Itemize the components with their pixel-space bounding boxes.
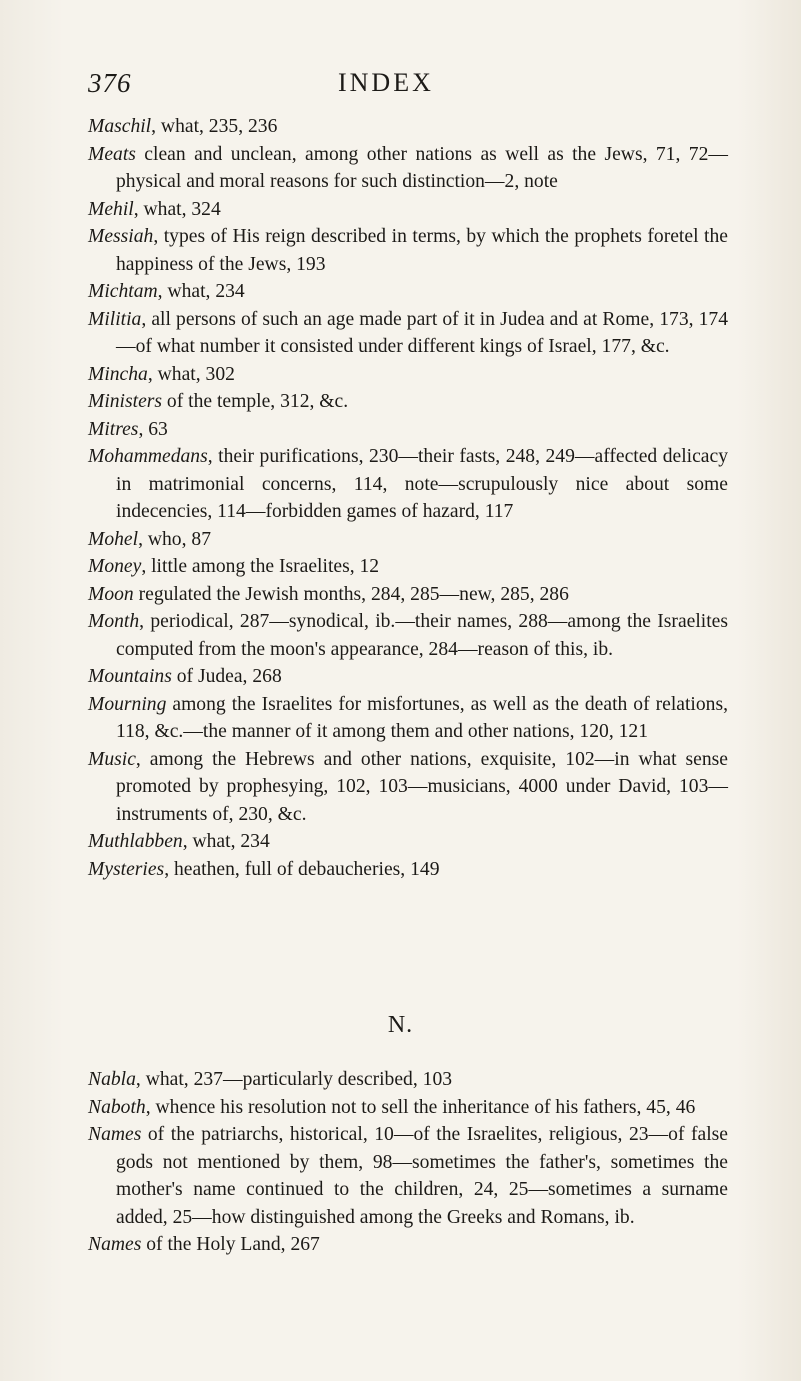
entry-head: Moon	[88, 583, 134, 605]
index-entry	[88, 856, 728, 884]
section-letter: N.	[387, 1012, 414, 1038]
index-entry	[88, 306, 728, 361]
index-entry	[88, 278, 728, 306]
index-entry	[88, 196, 728, 224]
index-entries-n	[88, 1066, 728, 1259]
index-entry	[88, 361, 728, 389]
running-head: INDEX	[338, 68, 434, 97]
entry-text: , types of His reign described in terms, by which the prophets foretel the happiness of the Jews, 193	[116, 226, 728, 275]
entry-head: Mohammedans	[88, 446, 208, 467]
entry-text: among the Israelites for misfortunes, as well as the death of relations, 118, &c.—the manner of it among them and other nations, 120, 121	[116, 693, 728, 742]
entry-text: , their purifications, 230—their fasts, 248, 249—affected delicacy in matrimonial concerns, 114, note—scrupulously nice about some indecencies, 114—forbidden games of hazard, 117	[116, 446, 728, 522]
index-entries-m	[88, 113, 728, 883]
entry-text: , 63	[138, 418, 168, 440]
entry-head: Mysteries	[88, 858, 165, 880]
index-entry	[88, 1121, 728, 1231]
page-number: 376	[88, 68, 132, 98]
entry-head: Naboth	[88, 1096, 146, 1118]
index-entry	[88, 1066, 728, 1094]
entry-head: Money	[88, 556, 142, 577]
index-entry	[88, 553, 728, 581]
index-entry	[88, 691, 728, 746]
entry-text: of Judea, 268	[171, 666, 282, 687]
index-entry	[88, 416, 728, 444]
page-header	[0, 68, 801, 102]
index-entry	[88, 746, 728, 829]
entry-text: , what, 235, 236	[151, 116, 278, 137]
index-entry	[88, 141, 728, 196]
entry-head: Mohel	[88, 528, 139, 550]
index-entry	[88, 223, 728, 278]
entry-text: , what, 302	[147, 363, 235, 385]
index-entry	[88, 388, 728, 416]
entry-text: regulated the Jewish months, 284, 285—new, 285, 286	[133, 583, 569, 605]
entry-head: Nabla	[88, 1069, 136, 1090]
entry-head: Names	[88, 1234, 142, 1255]
index-entry	[88, 526, 728, 554]
entry-head: Music	[88, 748, 136, 770]
index-entry	[88, 113, 728, 141]
entry-text: of the Holy Land, 267	[141, 1234, 320, 1255]
entry-text: , who, 87	[138, 528, 211, 550]
entry-head: Mitres	[88, 418, 139, 440]
entry-head: Mincha	[88, 363, 148, 385]
entry-head: Mourning	[88, 693, 167, 715]
entry-head: Month	[88, 611, 140, 632]
entry-text: , whence his resolution not to sell the inheritance of his fathers, 45, 46	[145, 1096, 696, 1118]
entry-head: Maschil	[88, 116, 152, 137]
entry-text: , all persons of such an age made part of it in Judea and at Rome, 173, 174—of what number it consisted under different kings of Israel, 177, &c.	[116, 308, 728, 357]
entry-text: of the patriarchs, historical, 10—of the Israelites, religious, 23—of false gods not mentioned by them, 98—sometimes the father's, sometimes the mother's name continued to the children, 24, 25—sometimes a surname added, 25—how distinguished among the Greeks and Romans, ib.	[116, 1124, 728, 1228]
index-entry	[88, 1094, 728, 1122]
entry-text: , heathen, full of debaucheries, 149	[164, 858, 440, 880]
entry-head: Mehil	[88, 198, 134, 220]
entry-head: Ministers	[88, 391, 163, 412]
entry-head: Muthlabben	[88, 831, 183, 852]
entry-head: Militia	[88, 308, 142, 330]
index-entry	[88, 581, 728, 609]
entry-text: clean and unclean, among other nations as well as the Jews, 71, 72—physical and moral reasons for such distinction—2, note	[116, 143, 728, 192]
index-entry	[88, 828, 728, 856]
index-entry	[88, 443, 728, 526]
entry-text: , among the Hebrews and other nations, exquisite, 102—in what sense promoted by prophesying, 102, 103—musicians, 4000 under David, 103—instruments of, 230, &c.	[116, 748, 728, 825]
index-entry	[88, 663, 728, 691]
index-entry	[88, 608, 728, 663]
entry-head: Names	[88, 1124, 142, 1145]
entry-text: , what, 237—particularly described, 103	[135, 1069, 453, 1090]
index-entry	[88, 1231, 728, 1259]
entry-text: , what, 234	[182, 831, 270, 852]
entry-text: , little among the Israelites, 12	[141, 556, 380, 577]
entry-head: Meats	[88, 143, 136, 165]
entry-head: Messiah	[88, 226, 154, 247]
entry-text: , periodical, 287—synodical, ib.—their names, 288—among the Israelites computed from the moon's appearance, 284—reason of this, ib.	[116, 611, 728, 660]
entry-head: Mountains	[88, 666, 172, 687]
entry-text: of the temple, 312, &c.	[162, 391, 349, 412]
entry-head: Michtam	[88, 281, 158, 302]
entry-text: , what, 234	[157, 281, 245, 302]
entry-text: , what, 324	[133, 198, 221, 220]
